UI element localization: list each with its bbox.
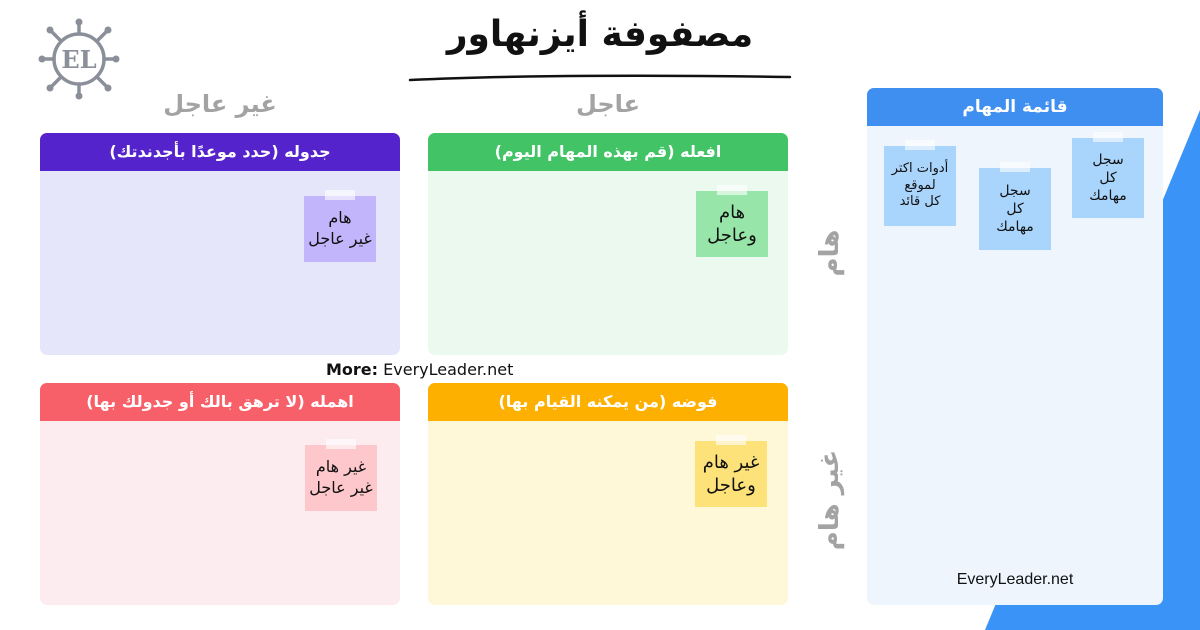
quadrant-do bbox=[428, 133, 788, 355]
column-label-urgent: عاجل bbox=[575, 90, 641, 118]
sticky-note: هام غير عاجل bbox=[304, 196, 376, 262]
row-label-important: هام bbox=[815, 229, 845, 277]
sticky-note: غير هام غير عاجل bbox=[305, 445, 377, 511]
sticky-note: غير هام وعاجل bbox=[695, 441, 767, 507]
sticky-note: هام وعاجل bbox=[696, 191, 768, 257]
column-label-not-urgent: غير عاجل bbox=[163, 90, 277, 118]
quadrant-eliminate-header: اهمله (لا ترهق بالك أو جدولك بها) bbox=[40, 383, 400, 421]
row-label-not-important: غير هام bbox=[815, 449, 845, 551]
quadrant-schedule bbox=[40, 133, 400, 355]
task-list-panel bbox=[867, 88, 1163, 605]
task-note: سجل كل مهامك bbox=[1072, 138, 1144, 218]
quadrant-schedule-header: جدوله (حدد موعدًا بأجدندتك) bbox=[40, 133, 400, 171]
logo-text: EL bbox=[61, 45, 97, 74]
task-note: سجل كل مهامك bbox=[979, 168, 1051, 250]
quadrant-eliminate bbox=[40, 383, 400, 605]
task-note: أدوات اكتر لموقع كل قائد bbox=[884, 146, 956, 226]
title-underline bbox=[408, 72, 792, 86]
el-ship-wheel-logo bbox=[38, 18, 120, 100]
task-list-footer[interactable]: EveryLeader.net bbox=[956, 571, 1074, 588]
more-link[interactable]: More: EveryLeader.net bbox=[326, 360, 514, 379]
quadrant-do-header: افعله (قم بهذه المهام اليوم) bbox=[428, 133, 788, 171]
quadrant-delegate bbox=[428, 383, 788, 605]
task-list-header: قائمة المهام bbox=[867, 88, 1163, 126]
page-title: مصفوفة أيزنهاور bbox=[446, 14, 754, 55]
quadrant-delegate-header: فوضه (من يمكنه القيام بها) bbox=[428, 383, 788, 421]
